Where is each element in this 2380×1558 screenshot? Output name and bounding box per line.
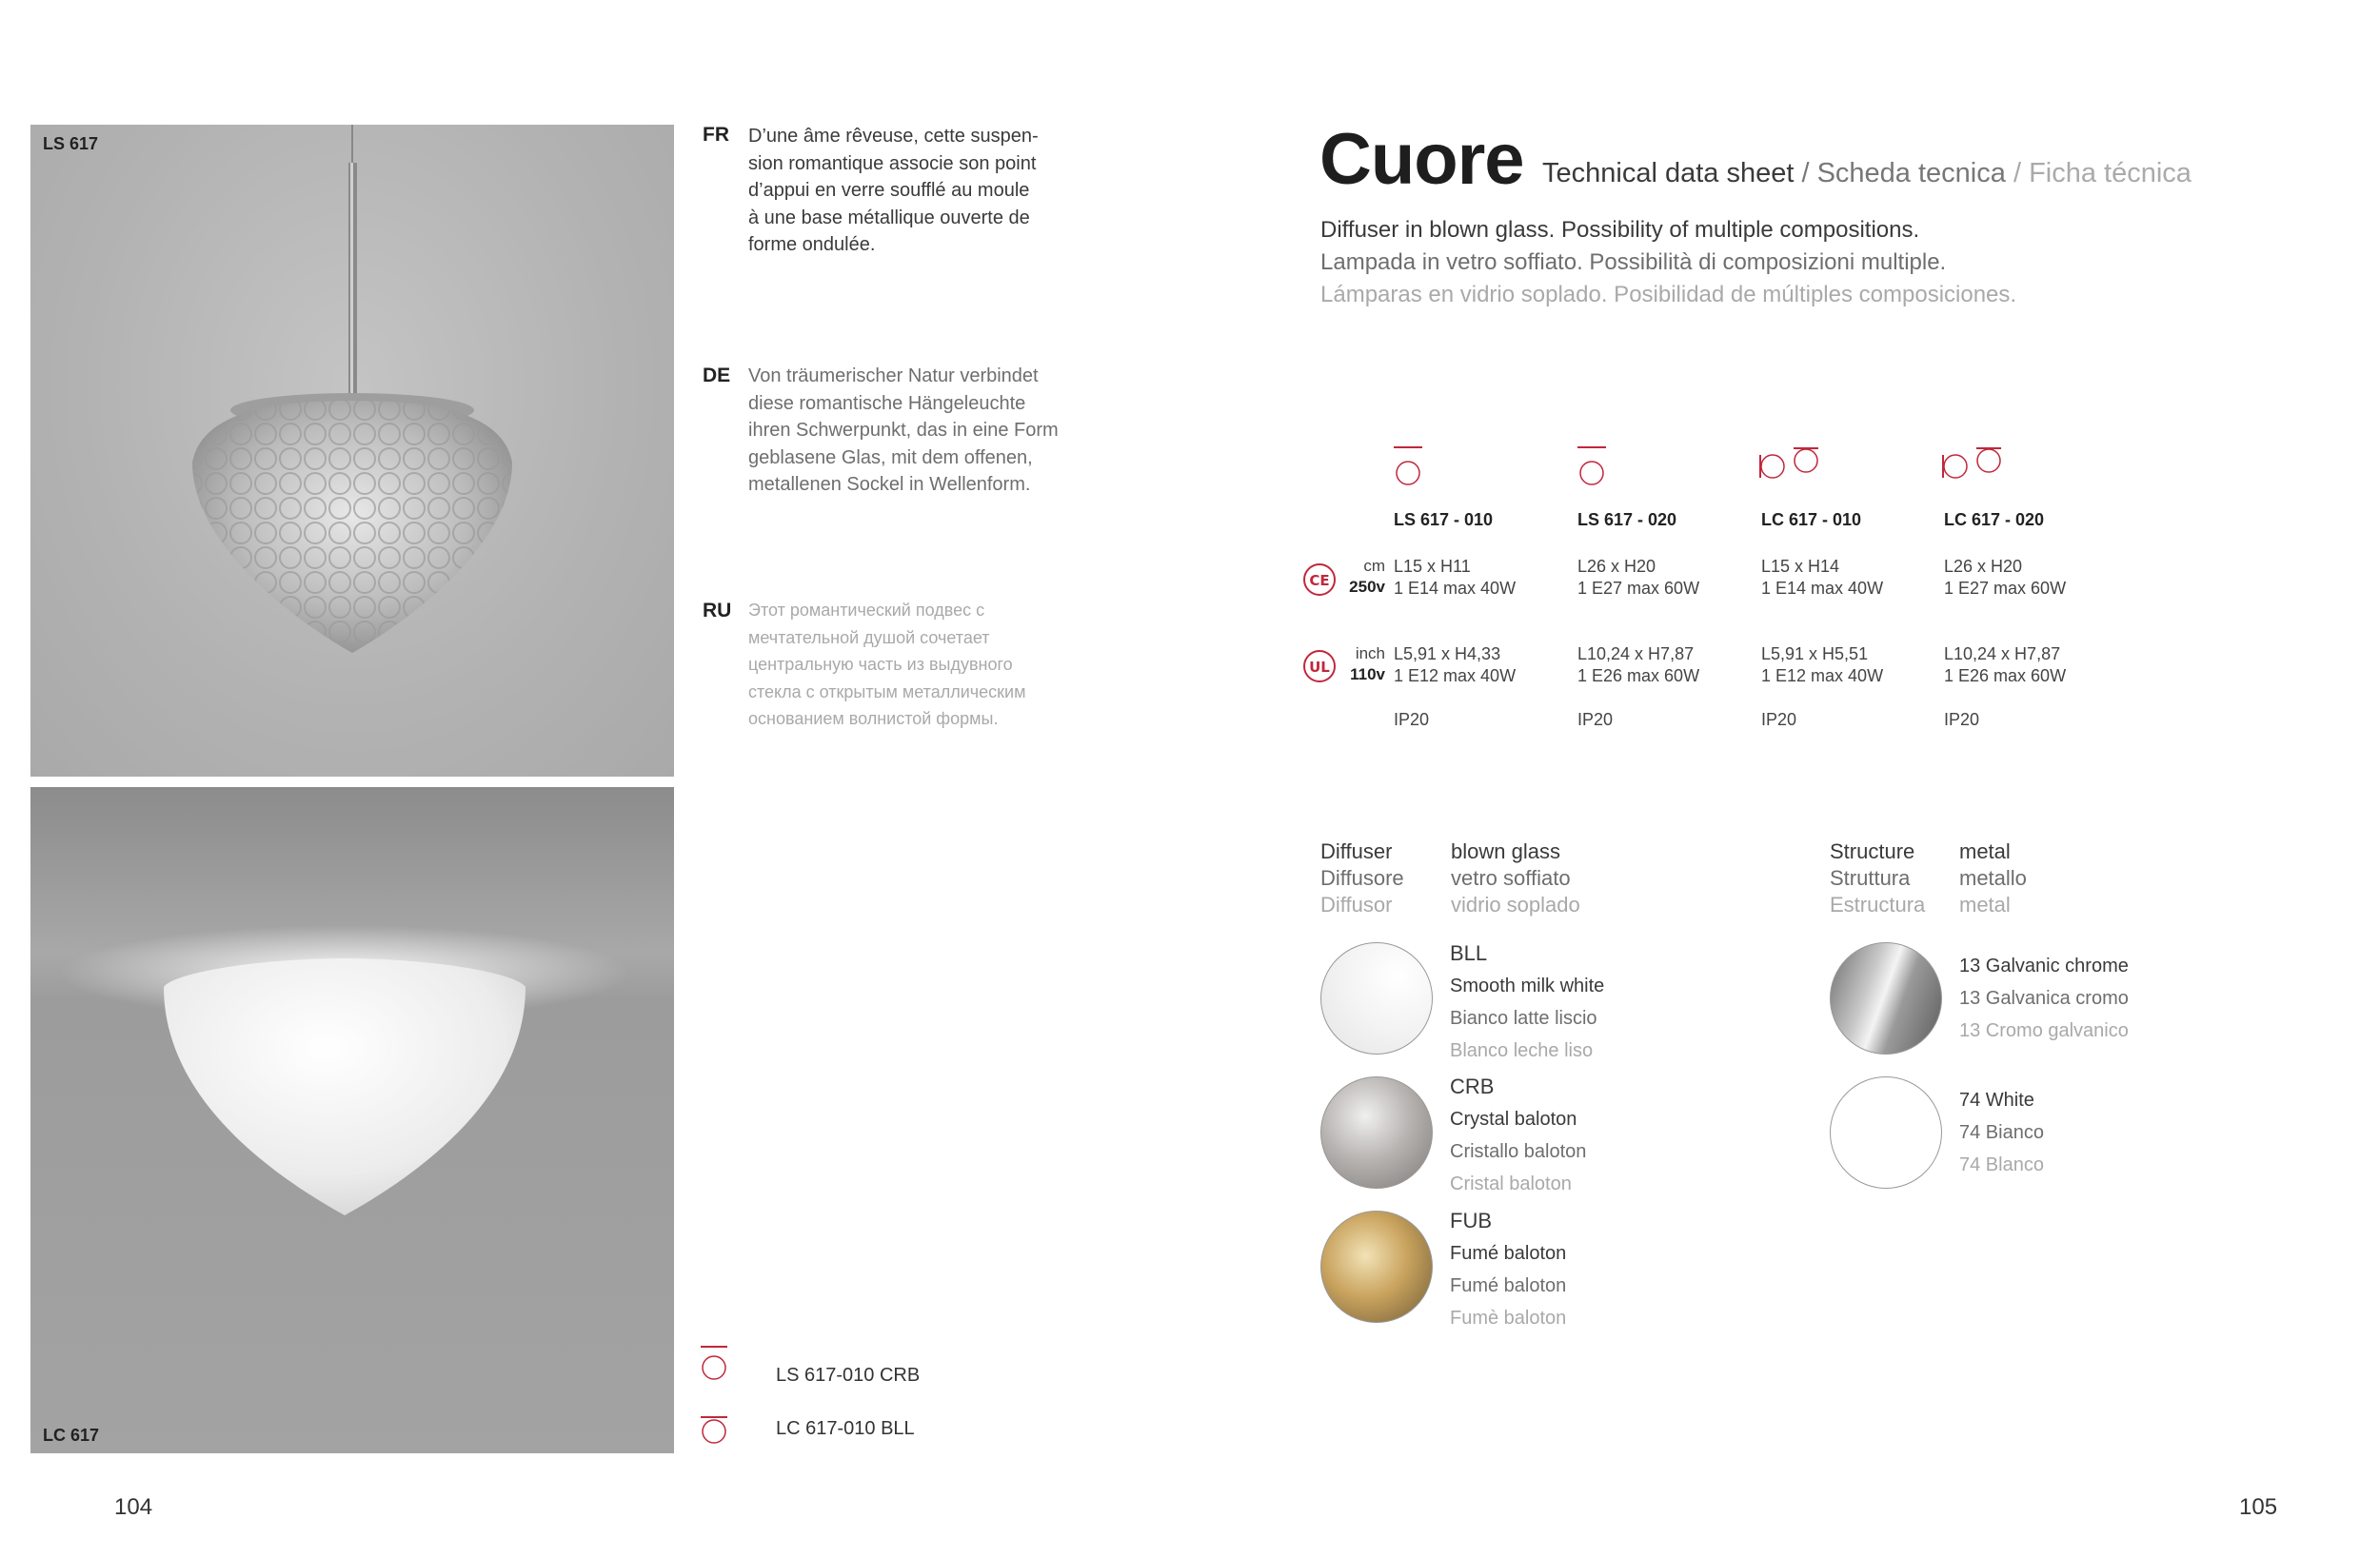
finish-name-it: Cristallo baloton <box>1450 1141 1587 1162</box>
paragraph-fr: D’une âme rêveuse, cette suspen- sion romantique associe son point d’appui en verre soufflé au moule à une base métallique ouverte de forme ondulée. <box>748 126 1039 255</box>
finish-name-es: 13 Cromo galvanico <box>1959 1020 2129 1041</box>
finish-code: FUB <box>1450 1209 1492 1233</box>
finish-name-en: Crystal baloton <box>1450 1109 1577 1130</box>
swatch-chrome <box>1830 942 1942 1055</box>
description-en: Diffuser in blown glass. Possibility of multiple compositions. <box>1320 217 1920 243</box>
structure-heading <box>1830 838 1925 918</box>
paragraph-de: Von träumerischer Natur verbindet diese romantische Hängeleuchte ihren Schwerpunkt, das in eine Form geblasene Glas, mit dem offenen, metallenen Sockel in Wellenform. <box>748 365 1059 495</box>
model-code-lc617-010: LC 617 - 010 <box>1761 510 1862 529</box>
description-es: Lámparas en vidrio soplado. Posibilidad de múltiples composiciones. <box>1320 282 2017 307</box>
finish-code: BLL <box>1450 941 1488 965</box>
structure-value-it: metallo <box>1959 866 2027 890</box>
ip-rating: IP20 <box>1761 710 1797 729</box>
structure-value-en: metal <box>1959 839 2011 863</box>
structure-heading-it: Struttura <box>1830 866 1911 890</box>
finish-label-white <box>1959 1084 2044 1181</box>
finish-label-crb <box>1450 1071 1586 1200</box>
spec-eu: L15 x H14 1 E14 max 40W <box>1761 557 1884 598</box>
ceiling-lamp-illustration <box>30 787 674 1453</box>
structure-heading-es: Estructura <box>1830 893 1926 917</box>
finish-code: CRB <box>1450 1075 1495 1098</box>
diffuser-value-it: vetro soffiato <box>1451 866 1571 890</box>
diffuser-value-es: vidrio soplado <box>1451 893 1580 917</box>
product-photo-pendant <box>30 125 674 777</box>
finish-name-en: 13 Galvanic chrome <box>1959 956 2129 976</box>
wall-ceiling-icon <box>1940 445 2003 480</box>
model-code-ls617-020: LS 617 - 020 <box>1577 510 1677 529</box>
finish-name-en: Smooth milk white <box>1450 976 1605 996</box>
lang-code-ru: RU <box>703 600 732 621</box>
legend-label-pendant: LS 617-010 CRB <box>776 1365 921 1386</box>
swatch-white <box>1830 1076 1942 1189</box>
pendant-lamp-illustration <box>30 125 674 777</box>
photo-label-top: LS 617 <box>43 134 99 153</box>
structure-value-es: metal <box>1959 893 2011 917</box>
finish-name-en: 74 White <box>1959 1090 2034 1111</box>
pendant-icon <box>700 1344 728 1382</box>
diffuser-heading-it: Diffusore <box>1320 866 1404 890</box>
finish-name-en: Fumé baloton <box>1450 1243 1567 1264</box>
ip-rating: IP20 <box>1944 710 1980 729</box>
finish-name-es: Fumè baloton <box>1450 1308 1567 1329</box>
diffuser-value-en: blown glass <box>1451 839 1560 863</box>
spec-us: L10,24 x H7,87 1 E26 max 60W <box>1577 644 1700 685</box>
model-code-ls617-010: LS 617 - 010 <box>1394 510 1494 529</box>
ip-rating: IP20 <box>1394 710 1430 729</box>
photo-label-bottom: LC 617 <box>43 1426 100 1445</box>
spec-us: L10,24 x H7,87 1 E26 max 60W <box>1944 644 2067 685</box>
model-code-lc617-020: LC 617 - 020 <box>1944 510 2045 529</box>
page-subtitle <box>1542 158 2192 189</box>
swatch-bll <box>1320 942 1433 1055</box>
unit-cm: cm <box>1363 557 1385 575</box>
pendant-icon <box>1392 444 1424 487</box>
pendant-icon <box>1576 444 1608 487</box>
spec-us: L5,91 x H5,51 1 E12 max 40W <box>1761 644 1884 685</box>
unit-inch: inch <box>1355 644 1385 662</box>
diffuser-value <box>1451 838 1580 918</box>
structure-value <box>1959 838 2027 918</box>
voltage-us: 110v <box>1350 665 1385 683</box>
diffuser-heading-es: Diffusor <box>1320 893 1393 917</box>
subtitle-es: / Ficha técnica <box>2013 158 2192 188</box>
spec-us: L5,91 x H4,33 1 E12 max 40W <box>1394 644 1517 685</box>
swatch-crb <box>1320 1076 1433 1189</box>
finish-name-es: Cristal baloton <box>1450 1173 1572 1194</box>
spec-eu: L15 x H11 1 E14 max 40W <box>1394 557 1517 598</box>
swatch-fub <box>1320 1211 1433 1323</box>
finish-name-it: Fumé baloton <box>1450 1275 1567 1296</box>
product-photo-ceiling <box>30 787 674 1453</box>
wall-ceiling-icon <box>1757 445 1820 480</box>
diffuser-heading-en: Diffuser <box>1320 839 1393 863</box>
spec-eu: L26 x H20 1 E27 max 60W <box>1944 557 2067 598</box>
subtitle-en: Technical data sheet <box>1542 158 1795 188</box>
ceiling-icon <box>700 1414 728 1449</box>
voltage-eu: 250v <box>1349 578 1385 596</box>
finish-label-chrome <box>1959 950 2129 1047</box>
lang-code-de: DE <box>703 365 731 386</box>
svg-text:UL: UL <box>1309 659 1330 676</box>
finish-name-it: 13 Galvanica cromo <box>1959 988 2129 1009</box>
legend-label-ceiling: LC 617-010 BLL <box>776 1418 915 1439</box>
spec-eu: L26 x H20 1 E27 max 60W <box>1577 557 1700 598</box>
ip-rating: IP20 <box>1577 710 1614 729</box>
paragraph-ru: Этот романтический подвес с мечтательной душой сочетает центральную часть из выдувного стекла с открытым металлическим основанием волнистой формы. <box>748 601 1026 728</box>
description-it: Lampada in vetro soffiato. Possibilità di composizioni multiple. <box>1320 249 1947 275</box>
page-number-right: 105 <box>2239 1494 2278 1520</box>
subtitle-it: / Scheda tecnica <box>1801 158 2006 188</box>
finish-name-it: 74 Bianco <box>1959 1122 2044 1143</box>
finish-name-es: Blanco leche liso <box>1450 1040 1594 1061</box>
finish-label-bll <box>1450 937 1604 1067</box>
finish-name-it: Bianco latte liscio <box>1450 1008 1597 1029</box>
svg-text:CE: CE <box>1309 572 1330 589</box>
product-title: Cuore <box>1319 119 1524 200</box>
structure-heading-en: Structure <box>1830 839 1915 863</box>
finish-name-es: 74 Blanco <box>1959 1154 2044 1175</box>
finish-label-fub <box>1450 1205 1566 1334</box>
page-number-left: 104 <box>114 1494 153 1520</box>
diffuser-heading <box>1320 838 1404 918</box>
lang-code-fr: FR <box>703 124 729 146</box>
